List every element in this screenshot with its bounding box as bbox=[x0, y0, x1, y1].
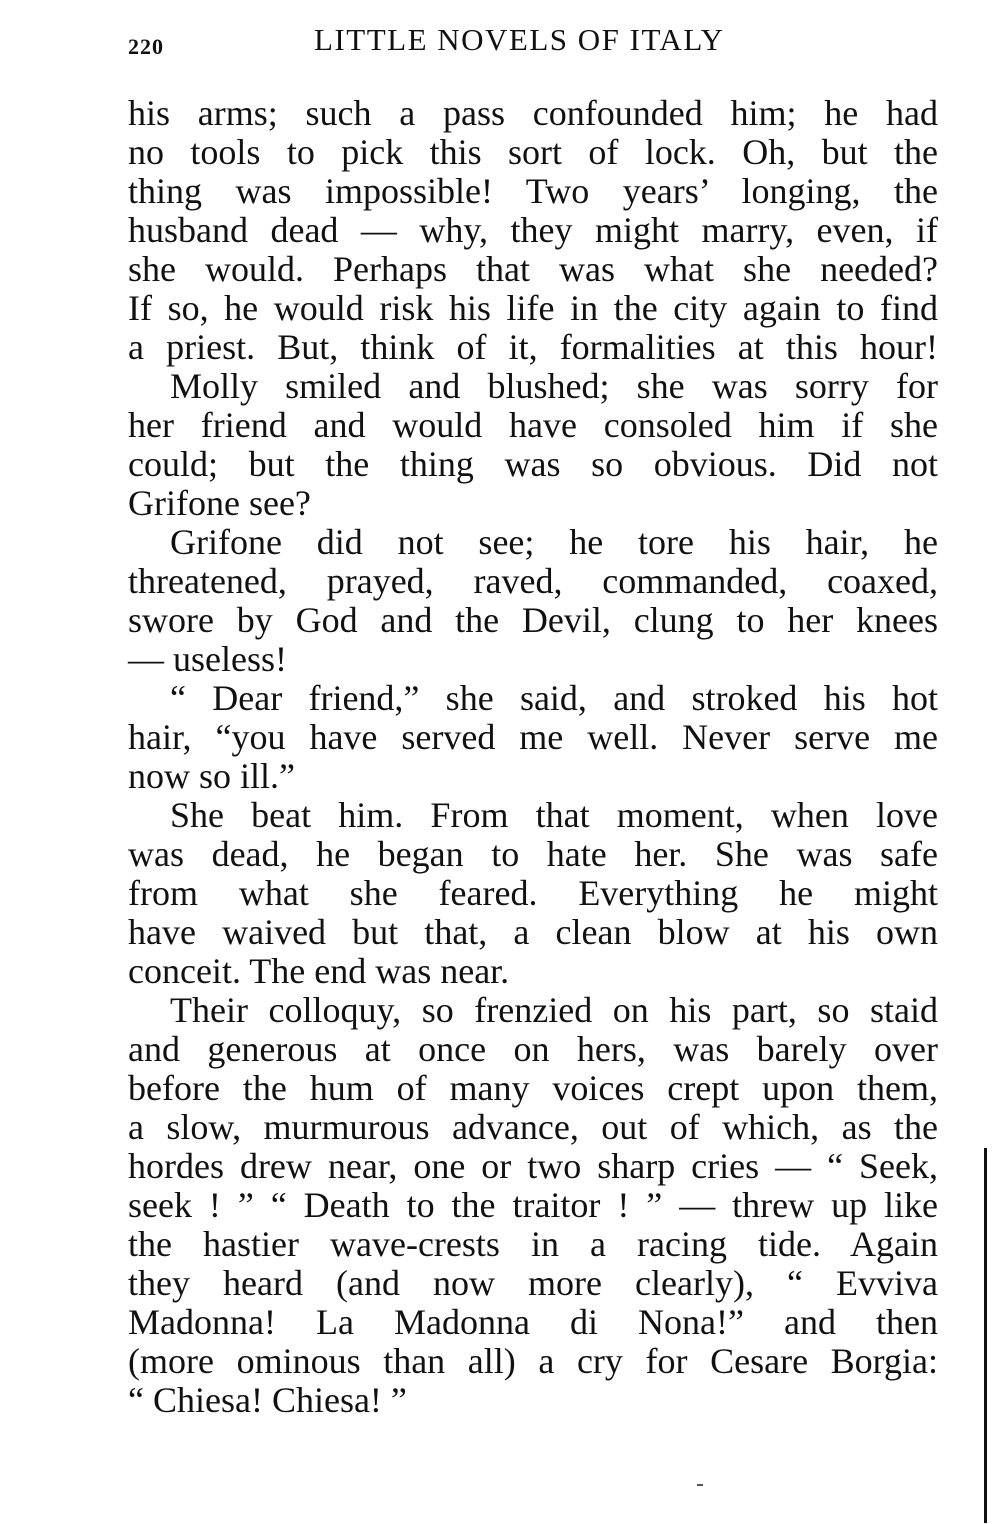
page-number: 220 bbox=[128, 34, 164, 59]
text-line: hair, “you have served me well. Never serve me bbox=[128, 717, 938, 757]
text-line: — useless! bbox=[128, 639, 287, 679]
text-line: thing was impossible! Two years’ longing, the bbox=[128, 171, 938, 211]
text-line: husband dead — why, they might marry, even, if bbox=[128, 210, 938, 250]
paragraph-3 bbox=[128, 523, 938, 679]
text-line: a priest. But, think of it, formalities at this hour! bbox=[128, 327, 938, 367]
text-line: Madonna! La Madonna di Nona!” and then bbox=[128, 1302, 938, 1342]
text-line: and generous at once on hers, was barely over bbox=[128, 1029, 938, 1069]
text-line: “ Chiesa! Chiesa! ” bbox=[128, 1380, 407, 1420]
text-line: have waived but that, a clean blow at his own bbox=[128, 912, 938, 952]
page-header bbox=[128, 20, 750, 60]
text-line: She beat him. From that moment, when love bbox=[170, 795, 938, 835]
scan-speck bbox=[697, 1484, 703, 1486]
text-line: seek ! ” “ Death to the traitor ! ” — threw up like bbox=[128, 1185, 938, 1225]
scan-edge-rule bbox=[984, 1148, 987, 1523]
text-line: Grifone see? bbox=[128, 483, 311, 523]
text-line: his arms; such a pass confounded him; he had bbox=[128, 93, 938, 133]
text-line: If so, he would risk his life in the city again to find bbox=[128, 288, 938, 328]
paragraph-1 bbox=[128, 94, 938, 367]
text-line: was dead, he began to hate her. She was safe bbox=[128, 834, 938, 874]
text-line: from what she feared. Everything he might bbox=[128, 873, 938, 913]
text-line: her friend and would have consoled him if she bbox=[128, 405, 938, 445]
paragraph-6 bbox=[128, 991, 938, 1420]
text-line: now so ill.” bbox=[128, 756, 295, 796]
text-line: no tools to pick this sort of lock. Oh, but the bbox=[128, 132, 938, 172]
text-line: she would. Perhaps that was what she needed? bbox=[128, 249, 938, 289]
paragraph-4 bbox=[128, 679, 938, 796]
text-line: conceit. The end was near. bbox=[128, 951, 510, 991]
text-line: Their colloquy, so frenzied on his part, so staid bbox=[170, 990, 938, 1030]
text-line: they heard (and now more clearly), “ Evviva bbox=[128, 1263, 938, 1303]
running-title: LITTLE NOVELS OF ITALY bbox=[314, 22, 725, 57]
text-line: Grifone did not see; he tore his hair, he bbox=[170, 522, 938, 562]
text-line: a slow, murmurous advance, out of which, as the bbox=[128, 1107, 938, 1147]
text-line: threatened, prayed, raved, commanded, coaxed, bbox=[128, 561, 938, 601]
text-line: swore by God and the Devil, clung to her knees bbox=[128, 600, 938, 640]
text-line: (more ominous than all) a cry for Cesare Borgia: bbox=[128, 1341, 938, 1381]
body-text bbox=[128, 94, 938, 1420]
text-line: the hastier wave-crests in a racing tide. Again bbox=[128, 1224, 938, 1264]
paragraph-5 bbox=[128, 796, 938, 991]
text-line: before the hum of many voices crept upon them, bbox=[128, 1068, 938, 1108]
text-line: Molly smiled and blushed; she was sorry for bbox=[170, 366, 938, 406]
text-line: could; but the thing was so obvious. Did not bbox=[128, 444, 938, 484]
text-line: hordes drew near, one or two sharp cries — “ Seek, bbox=[128, 1146, 938, 1186]
paragraph-2 bbox=[128, 367, 938, 523]
text-line: “ Dear friend,” she said, and stroked his hot bbox=[170, 678, 938, 718]
